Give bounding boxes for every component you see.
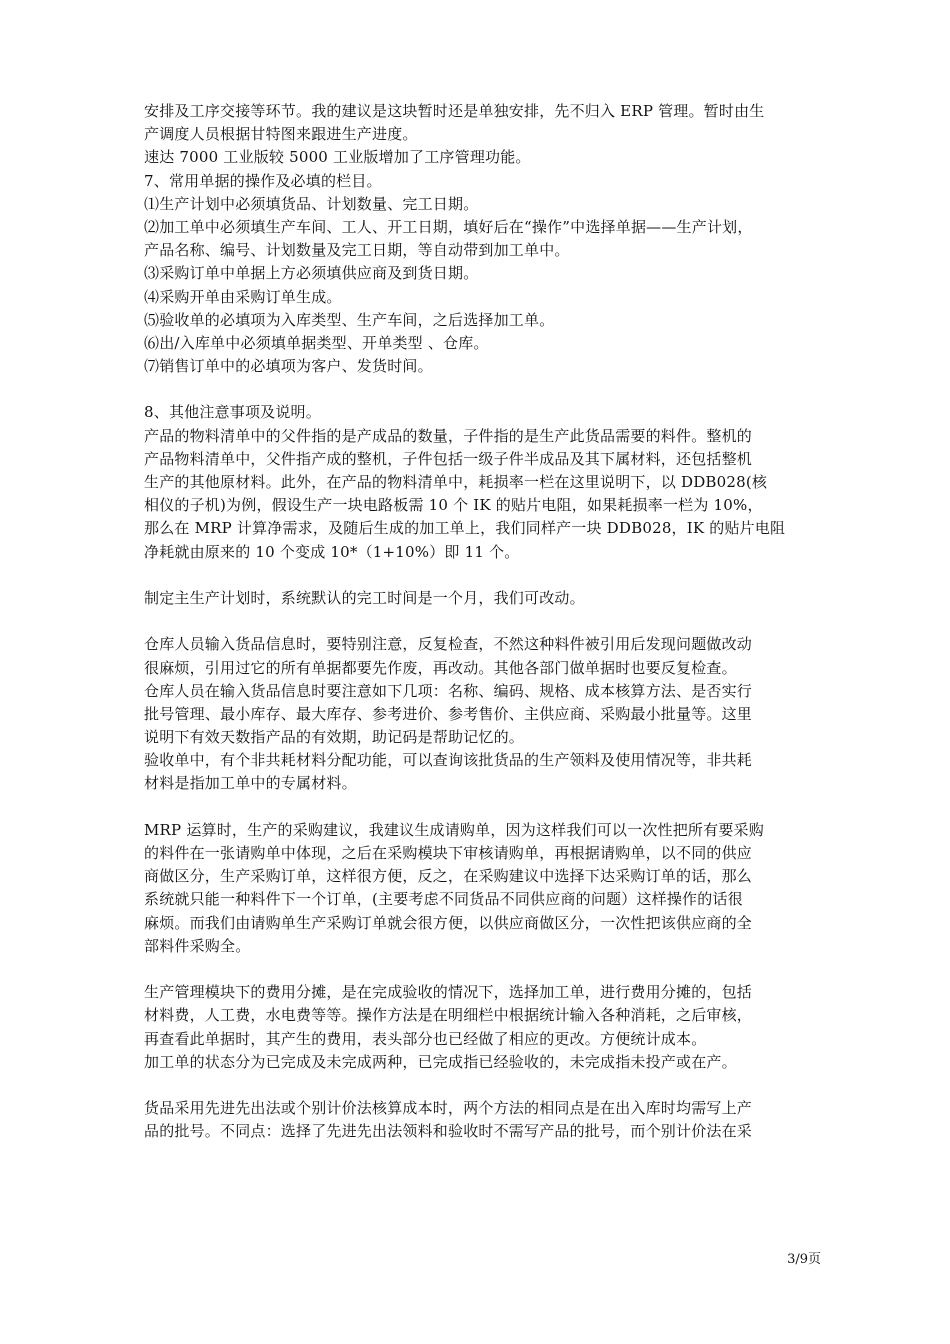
text-line: ⑴生产计划中必须填货品、计划数量、完工日期。	[144, 194, 479, 213]
text-line: ⑵加工单中必须填生产车间、工人、开工日期，填好后在“操作”中选择单据——生产计划，	[144, 217, 753, 236]
text-line: 仓库人员输入货品信息时，要特别注意，反复检查，不然这种料件被引用后发现问题做改动	[144, 635, 753, 654]
text-line: 8、其他注意事项及说明。	[144, 403, 321, 422]
blank-line	[144, 796, 824, 819]
text-line: 系统就只能一种料件下一个订单，(主要考虑不同货品不同供应商的问题）这样操作的话很	[144, 890, 743, 909]
text-line: 制定主生产计划时，系统默认的完工时间是一个月，我们可改动。	[144, 588, 585, 607]
document-body	[144, 100, 824, 1143]
blank-line	[144, 610, 824, 633]
text-line: 产品名称、编号、计划数量及完工日期，等自动带到加工单中。	[144, 241, 570, 260]
text-line: ⑸验收单的必填项为入库类型、生产车间，之后选择加工单。	[144, 310, 555, 329]
text-line: 货品采用先进先出法或个别计价法核算成本时，两个方法的相同点是在出入库时均需写上产	[144, 1099, 753, 1118]
text-line: ⑹出/入库单中必须填单据类型、开单类型 、仓库。	[144, 333, 489, 352]
text-line: ⑷采购开单由采购订单生成。	[144, 287, 342, 306]
text-line: 仓库人员在输入货品信息时要注意如下几项：名称、编码、规格、成本核算方法、是否实行	[144, 681, 753, 700]
page-number: 3/9页	[787, 1252, 821, 1267]
text-line: 品的批号。不同点：选择了先进先出法领料和验收时不需写产品的批号，而个别计价法在采	[144, 1122, 753, 1141]
text-line: 再查看此单据时，其产生的费用，表头部分也已经做了相应的更改。方便统计成本。	[144, 1029, 707, 1048]
text-line: ⑶采购订单中单据上方必须填供应商及到货日期。	[144, 264, 479, 283]
text-line: 相仪的子机)为例，假设生产一块电路板需 10 个 IK 的贴片电阻，如果耗损率一栏为 10%，	[144, 496, 763, 515]
text-line: 的料件在一张请购单中体现，之后在采购模块下审核请购单，再根据请购单，以不同的供应	[144, 844, 753, 862]
text-line: 很麻烦，引用过它的所有单据都要先作废，再改动。其他各部门做单据时也要反复检查。	[144, 658, 737, 677]
text-line: ⑺销售订单中的必填项为客户、发货时间。	[144, 357, 433, 376]
text-line: 生产管理模块下的费用分摊，是在完成验收的情况下，选择加工单，进行费用分摊的，包括	[144, 983, 753, 1002]
blank-line	[144, 958, 824, 981]
text-line: 加工单的状态分为已完成及未完成两种，已完成指已经验收的，未完成指未投产或在产。	[144, 1052, 737, 1071]
text-line: 速达 7000 工业版较 5000 工业版增加了工序管理功能。	[144, 148, 531, 167]
text-line: 那么在 MRP 计算净需求，及随后生成的加工单上，我们同样产一块 DDB028，IK 的贴片电阻	[144, 519, 786, 538]
text-line: 批号管理、最小库存、最大库存、参考进价、参考售价、主供应商、采购最小批量等。这里	[144, 704, 753, 723]
text-line: 生产的其他原材料。此外，在产品的物料清单中，耗损率一栏在这里说明下，以 DDB028(核	[144, 473, 768, 491]
text-line: 部料件采购全。	[144, 936, 251, 955]
text-line: 商做区分，生产采购订单，这样很方便，反之，在采购建议中选择下达采购订单的话，那么	[144, 867, 753, 886]
text-line: 安排及工序交接等环节。我的建议是这块暂时还是单独安排，先不归入 ERP 管理。暂时由生	[144, 102, 765, 120]
text-line: 净耗就由原来的 10 个变成 10*（1+10%）即 11 个。	[144, 542, 520, 561]
text-line: 产品的物料清单中的父件指的是产成品的数量，子件指的是生产此货品需要的料件。整机的	[144, 426, 753, 445]
text-line: 7、常用单据的操作及必填的栏目。	[144, 171, 382, 190]
blank-line	[144, 564, 824, 587]
text-line: 产品物料清单中，父件指产成的整机，子件包括一级子件半成品及其下属材料，还包括整机	[144, 449, 753, 468]
blank-line	[144, 378, 824, 401]
text-line: 材料是指加工单中的专属材料。	[144, 774, 357, 793]
text-line: 说明下有效天数指产品的有效期，助记码是帮助记忆的。	[144, 728, 525, 747]
text-line: 材料费，人工费，水电费等等。操作方法是在明细栏中根据统计输入各种消耗，之后审核，	[144, 1006, 753, 1025]
text-line: 验收单中，有个非共耗材料分配功能，可以查询该批货品的生产领料及使用情况等，非共耗	[144, 751, 753, 770]
text-line: 麻烦。而我们由请购单生产采购订单就会很方便，以供应商做区分，一次性把该供应商的全	[144, 913, 753, 932]
text-line: 产调度人员根据甘特图来跟进生产进度。	[144, 125, 418, 144]
blank-line	[144, 1074, 824, 1097]
text-line: MRP 运算时，生产的采购建议，我建议生成请购单，因为这样我们可以一次性把所有要采购	[144, 820, 764, 839]
